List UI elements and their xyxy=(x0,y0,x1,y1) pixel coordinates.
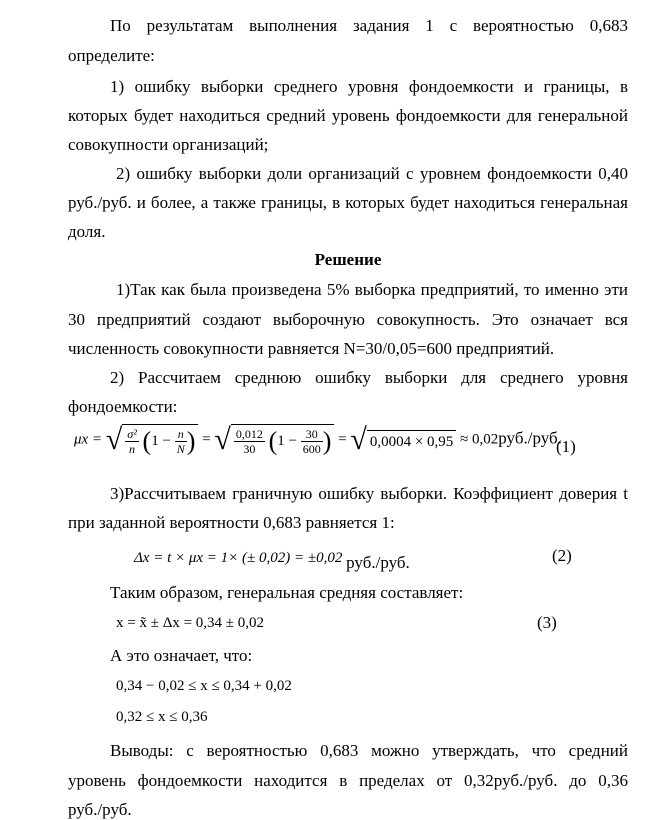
conclusion-line-1: Выводы: с вероятностью 0,683 можно утверждать, что средний xyxy=(110,741,628,760)
step1-line-1: 1)Так как была произведена 5% выборка предприятий, то именно эти xyxy=(116,280,628,299)
conclusion-line-3: руб./руб. xyxy=(68,800,132,819)
eq3-number: (3) xyxy=(537,613,557,632)
task1-line-1: 1) ошибку выборки среднего уровня фондоемкости и границы, в xyxy=(110,77,628,96)
general-mean-text: Таким образом, генеральная средняя составляет: xyxy=(110,583,464,602)
eq1-N: N xyxy=(176,442,185,456)
step1-line-2: 30 предприятий создают выборочную совокупность. Это означает вся xyxy=(68,310,628,329)
eq1-30b: 30 xyxy=(301,427,323,442)
eq1-root: 0,0004 × 0,95 xyxy=(367,430,456,451)
eq1-n: n xyxy=(129,442,136,456)
step3-line-2: при заданной вероятности 0,683 равняется 1: xyxy=(68,513,395,532)
intro-line-1: По результатам выполнения задания 1 с вероятностью 0,683 xyxy=(110,16,628,35)
solution-heading: Решение xyxy=(314,250,382,269)
equation-3: x = x̃ ± Δx = 0,34 ± 0,02 xyxy=(116,615,265,631)
inequality-2: 0,32 ≤ x ≤ 0,36 xyxy=(116,709,208,725)
task2-line-2: руб./руб. и более, а также границы, в которых будет находиться генеральная xyxy=(68,193,628,212)
eq1-approx: ≈ 0,02 xyxy=(460,431,499,448)
eq2-number: (2) xyxy=(552,546,572,565)
eq1-30: 30 xyxy=(243,442,256,456)
equation-2 xyxy=(134,548,410,572)
means-text: А это означает, что: xyxy=(110,646,253,665)
step2-line-1: 2) Рассчитаем среднюю ошибку выборки для среднего уровня xyxy=(110,368,628,387)
eq1-sigma2: σ² xyxy=(127,427,137,441)
eq1-unit: руб./руб. xyxy=(498,428,562,448)
eq1-number: (1) xyxy=(556,437,576,456)
eq1-600: 600 xyxy=(302,442,321,456)
conclusion-line-2: уровень фондоемкости находится в пределах от 0,32руб./руб. до 0,36 xyxy=(68,771,628,790)
inequality-1: 0,34 − 0,02 ≤ x ≤ 0,34 + 0,02 xyxy=(116,678,292,694)
task1-line-2: которых будет находиться средний уровень фондоемкости для генеральной xyxy=(68,106,628,125)
eq2-expr: Δx = t × μx = 1× (± 0,02) = ±0,02 xyxy=(134,550,343,566)
intro-line-2: определите: xyxy=(68,46,155,65)
step2-line-2: фондоемкости: xyxy=(68,397,178,416)
task1-line-3: совокупности организаций; xyxy=(68,135,269,154)
equation-1: μx = √ $\frac{\text{σ²}}{n}$ (1 − $\frac{n}{N}$ ) = √ $\frac{0,012}{30}$ (1 − $\frac{30}{600}$ ) = √ 0,0004 × 0,95 ≈ 0,02руб./руб. xyxy=(74,423,562,456)
eq1-one-minus-a: 1 − xyxy=(151,432,171,449)
step3-line-1: 3)Рассчитываем граничную ошибку выборки. Коэффициент доверия t xyxy=(110,484,628,503)
step1-line-3: численность совокупности равняется N=30/0,05=600 предприятий. xyxy=(68,339,555,358)
eq2-unit: руб./руб. xyxy=(346,553,410,572)
eq1-one-minus-b: 1 − xyxy=(277,432,297,449)
eq1-0012: 0,012 xyxy=(235,427,263,441)
eq1-lhs: μx = xyxy=(74,431,103,448)
task2-line-3: доля. xyxy=(68,222,106,241)
task2-line-1: 2) ошибку выборки доли организаций с уровнем фондоемкости 0,40 xyxy=(116,164,628,183)
